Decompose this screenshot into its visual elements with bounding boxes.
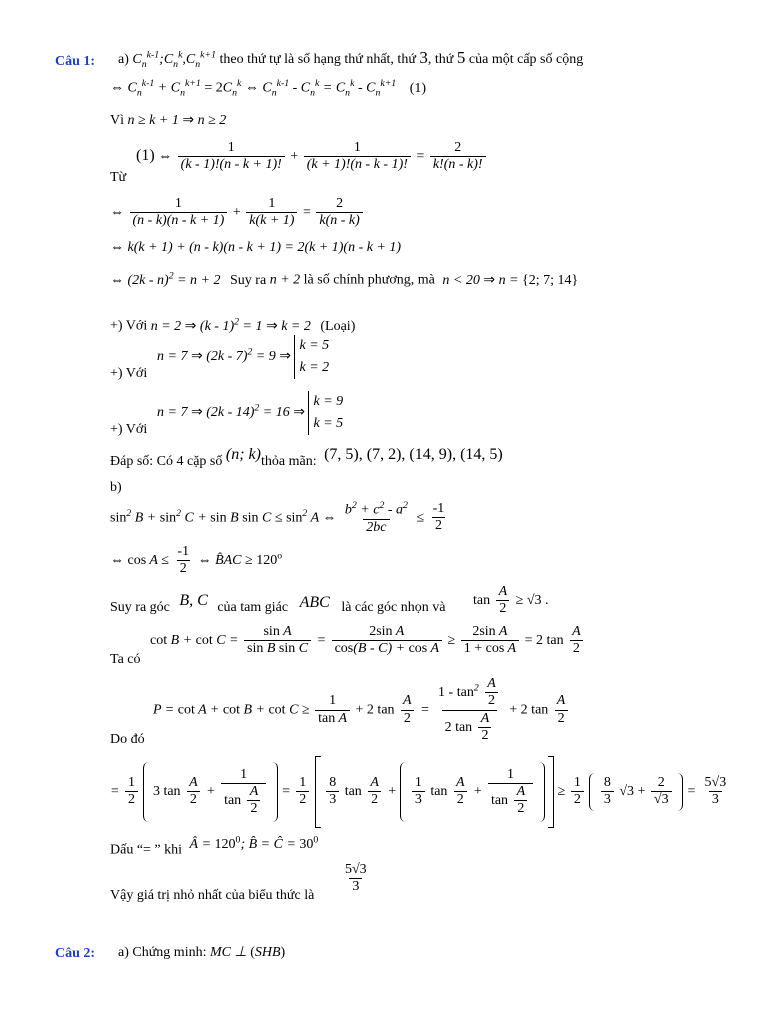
case-n14: n = 7 ⇒ (2k - 14)$^2$ = 16 ⇒ k = 9 k = 5 [157,391,343,435]
condition-line: Vì n ≥ k + 1 ⇒ n ≥ 2 [110,113,227,128]
equation-b6: = $\frac{1}{2}$ 3 tan $\frac{A}{2}$ + 1 tan $\frac{A}{2}$ = $\frac{1}{2}$ $\frac{8}{3}$ tan $\frac{A}{2}$ + $\frac{1}{3}$ tan $\frac{A}{2}$ + 1 tan $\frac{A}{2}$ ≥ $\frac{1}{2}$ $\frac{8}{3}$ √3 + $\frac{2}{√3}$ = $\frac{5√3}{3}$ [110,756,731,828]
case-n7: n = 7 ⇒ (2k - 7)$^2$ = 9 ⇒ k = 5 k = 2 [157,335,329,379]
question-2-text: a) Chứng minh: MC ⊥ (SHB) [118,945,286,960]
case-n2: +) Với n = 2 ⇒ (k - 1)$^2$ = 1 ⇒ k = 2 (Loại) [110,316,356,334]
equation-b1: $\sin^2 B + \sin^2 C + \sin B$ $\sin C \le \sin^2 A$ ⇔ $\frac{b^2 + c^2 - a^2}{2bc}$ ≤ $\frac{-1}{2}$ [110,500,445,535]
min-value: $\frac{5√3}{3}$ [345,862,367,895]
tu-label: Từ [110,170,127,185]
equation-b4: cot B + cot C = $\frac{\text{sin A}}{\text{sin B sin C}}$ = $\frac{\text{2sin A}}{\text{cos(B - C) + cos A}}$ ≥ $\frac{\text{2sin A}}{\text{1 + cos A}}$ = 2 tan $\frac{A}{2}$ [150,624,586,658]
ta-co-label: Ta có [110,652,141,667]
equation-3: ⇔ $\frac{1}{(n - k)(n - k + 1)}$ + $\frac{1}{k(k + 1)}$ = $\frac{2}{k(n - k)}$ [110,196,365,230]
do-do-label: Do đó [110,732,145,747]
angle-line: Suy ra góc B, C của tam giác ABC là các góc nhọn và [110,592,446,615]
equality-line: Dấu “= ” khi Â = $120^0$; B̂ = Ĉ = $30^0$ [110,834,319,858]
equation-5: ⇔ (2k - n)$^2$ = n + 2 Suy ra n + 2 là số chính phương, mà n < 20 ⇒ n = {2; 7; 14} [110,270,579,288]
tan-condition: tan $\frac{A}{2}$ ≥ √3 . [473,584,549,617]
equation-1: ⇔ $C_n^{k-1} + C_n^{k+1} = 2C_n^k$ ⇔ $C_n^{k-1} - C_n^k = C_n^k - C_n^{k+1}$ (1) [110,78,427,99]
part-a-label: a) [118,52,129,67]
case-label: +) Với [110,422,148,437]
question-2-label: Câu 2: [55,946,96,961]
line-1: a) $C_n^{k-1};C_n^k,C_n^{k+1}$ theo thứ tự là số hạng thứ nhất, thứ 3, thứ 5 của một cấp số cộng [118,48,584,70]
equation-4: ⇔ k(k + 1) + (n - k)(n - k + 1) = 2(k + 1)(n - k + 1) [110,240,402,255]
equation-2: (1) ⇔ $\frac{1}{(k - 1)!(n - k + 1)!}$ + $\frac{1}{(k + 1)!(n - k - 1)!}$ = $\frac{2}{k!(n - k)!}$ [136,140,488,174]
equation-b2: ⇔ cos A ≤ $\frac{-1}{2}$ ⇔ B̂AC ≥ $120^o$ [110,544,283,577]
equation-b5: P = cot A + cot B + cot C ≥ $\frac{1}{\text{tan A}}$ + 2 tan $\frac{A}{2}$ = $1 - \tan^2$ $\frac{A}{2}$ 2 tan $\frac{A}{2}$ + 2 tan $\frac{A}{2}$ [153,676,570,745]
question-1-label: Câu 1: [55,54,96,69]
part-b-label: b) [110,480,122,495]
math-binomials: $C_n^{k-1};C_n^k,C_n^{k+1}$ [132,49,217,70]
conclusion-text: Vậy giá trị nhỏ nhất của biểu thức là [110,888,315,903]
answer-line: Đáp số: Có 4 cặp số (n; k)thỏa mãn: (7, 5), (7, 2), (14, 9), (14, 5) [110,446,503,469]
case-label: +) Với [110,366,148,381]
